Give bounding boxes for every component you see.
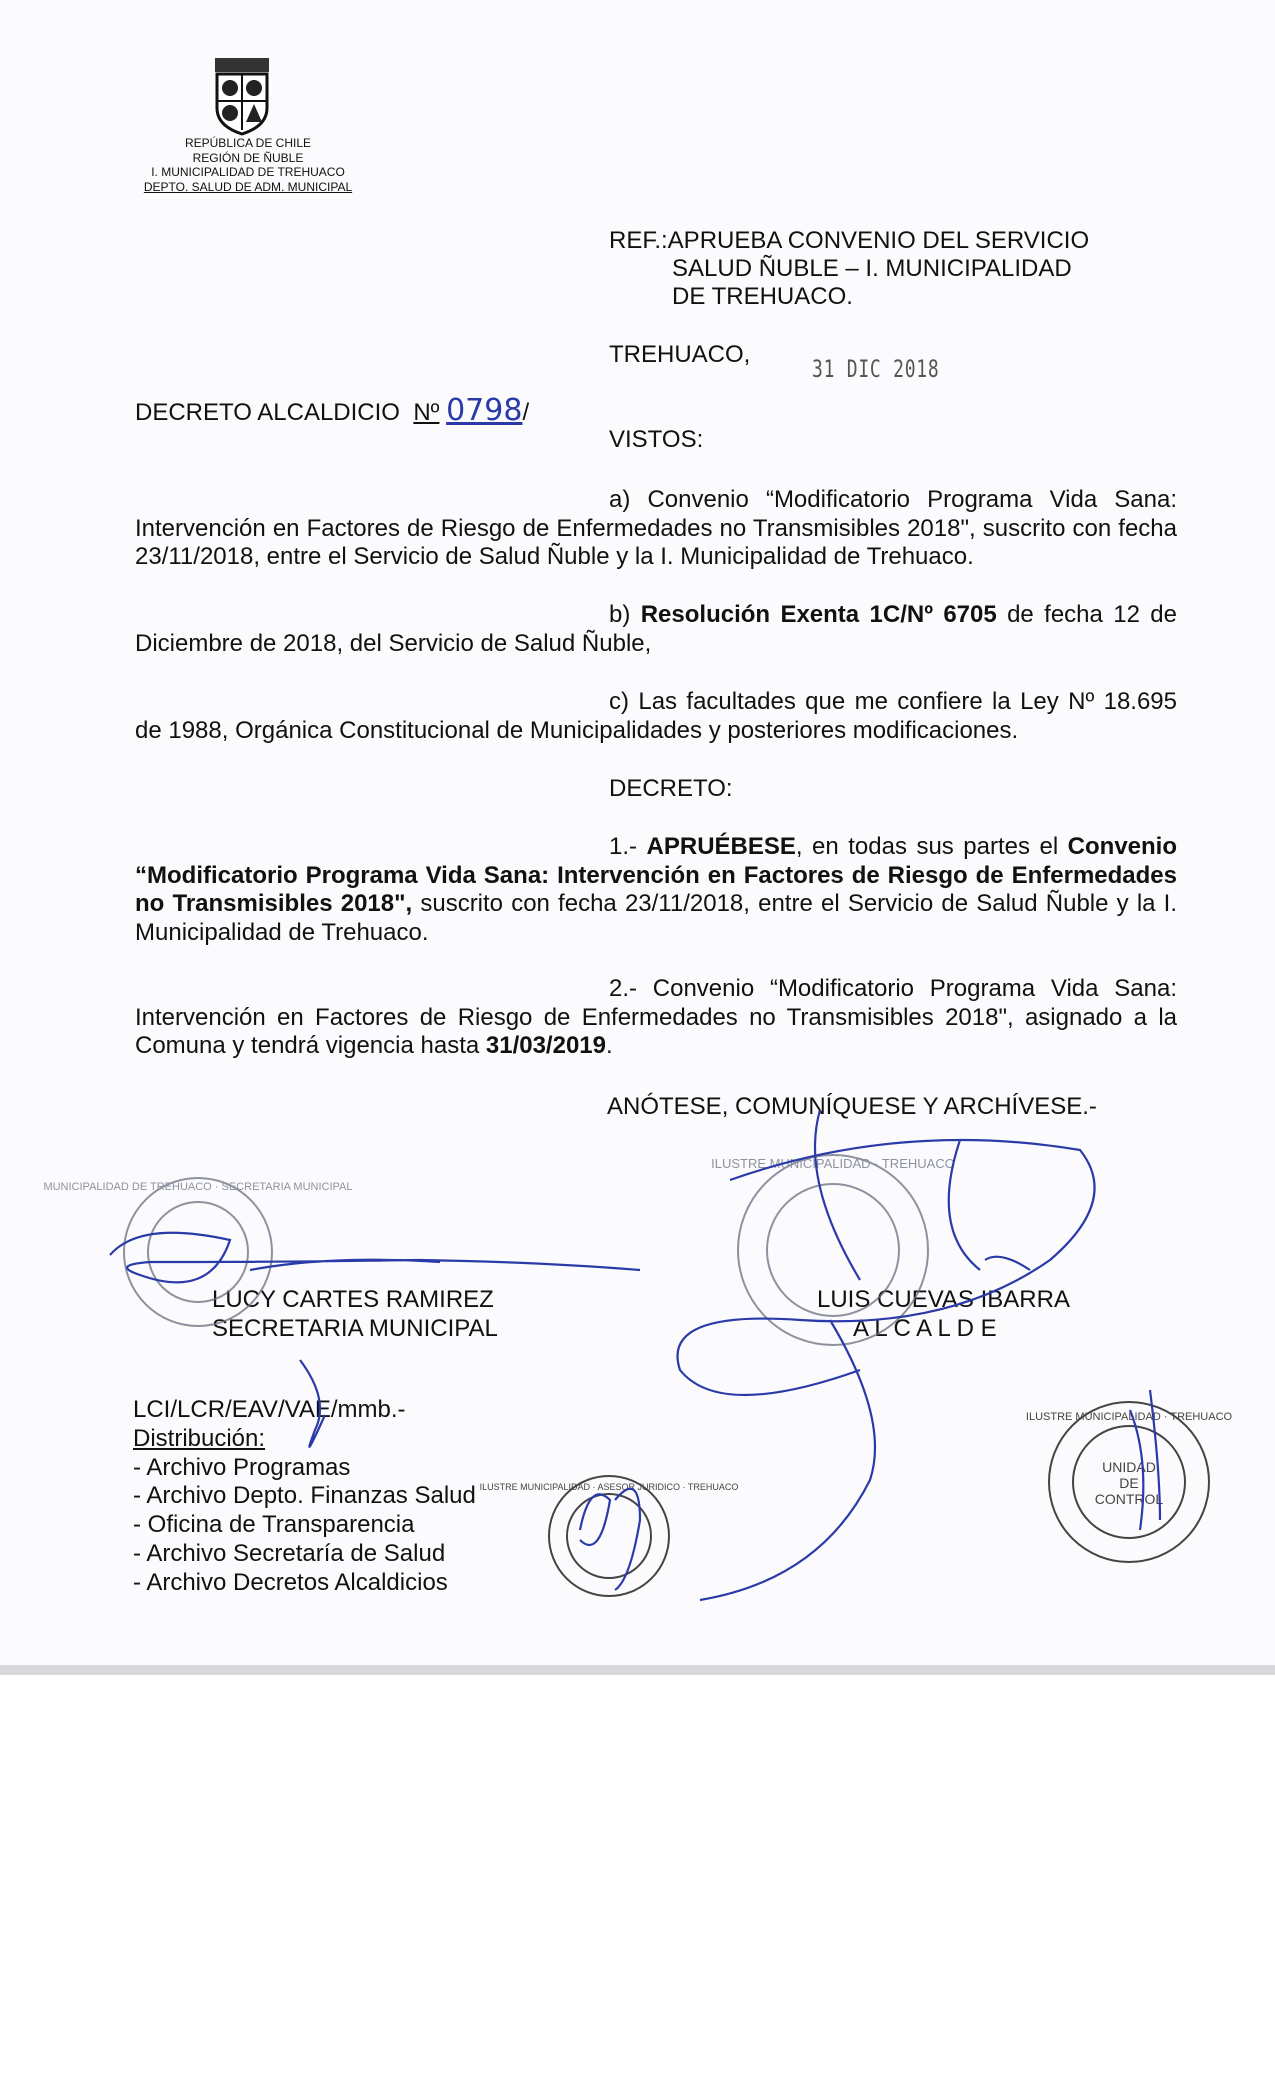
stamp-center-text: UNIDAD <box>1102 1459 1156 1475</box>
signatory-name: LUCY CARTES RAMIREZ <box>212 1286 494 1313</box>
vistos-label: VISTOS: <box>609 426 704 453</box>
stamp-center-text: DE <box>1119 1475 1139 1491</box>
legal-signature <box>580 1489 640 1590</box>
article-1 <box>135 833 1177 947</box>
article-1-text: , en todas sus partes el <box>795 833 1068 860</box>
article-1-convenio: Convenio “Modificatorio Programa Vida Sana: Intervención en Factores de Riesgo de Enfermedades no Transmisibles 2018", <box>135 833 1178 917</box>
decree-suffix: / <box>522 399 530 426</box>
asesor-juridico-stamp <box>480 1476 739 1596</box>
ref-line: SALUD ÑUBLE – I. MUNICIPALIDAD <box>672 255 1072 282</box>
decree-label: DECRETO ALCALDICIO <box>135 399 400 426</box>
distribution-item: - Oficina de Transparencia <box>133 1511 415 1539</box>
reference-block <box>609 227 1089 311</box>
article-1-text-end: suscrito con fecha 23/11/2018, entre el Servicio de Salud Ñuble y la I. Municipalidad de Trehuaco. <box>135 890 1177 946</box>
signatory-title: SECRETARIA MUNICIPAL <box>212 1315 498 1342</box>
letterhead <box>128 136 368 194</box>
article-2-end: . <box>606 1032 613 1059</box>
signatory-title: A L C A L D E <box>853 1315 997 1342</box>
control-stamp <box>1026 1402 1233 1562</box>
stamp-text: MUNICIPALIDAD DE TREHUACO · SECRETARIA MUNICIPAL <box>43 1181 353 1193</box>
distribution-item: - Archivo Programas <box>133 1453 351 1481</box>
distribution-item: - Archivo Secretaría de Salud <box>133 1539 446 1567</box>
closing-formula: ANÓTESE, COMUNÍQUESE Y ARCHÍVESE.- <box>607 1093 1097 1120</box>
article-1-verb: APRUÉBESE <box>646 833 796 860</box>
article-2 <box>135 975 1177 1061</box>
distribution-label: Distribución: <box>133 1424 266 1452</box>
initials: LCI/LCR/EAV/VAE/mmb.- <box>133 1396 406 1423</box>
coat-of-arms-logo <box>207 56 277 136</box>
resolution-ref: Resolución Exenta 1C/Nº 6705 <box>640 601 997 628</box>
article-2-text: 2.- Convenio “Modificatorio Programa Vida Sana: Intervención en Factores de Riesgo de Enfermedades no Transmisibles 2018", asignado a la Comuna y tendrá vigencia hasta <box>135 975 1177 1059</box>
stamp-text: ILUSTRE MUNICIPALIDAD · ASESOR JURIDICO · TREHUACO <box>479 1482 739 1492</box>
letterhead-line: DEPTO. SALUD DE ADM. MUNICIPAL <box>143 179 353 194</box>
letterhead-line: I. MUNICIPALIDAD DE TREHUACO <box>151 165 345 179</box>
decree-number: 0798 <box>446 393 523 428</box>
signature-mayor <box>817 1285 1070 1343</box>
control-signature <box>1130 1390 1160 1530</box>
signatory-name: LUIS CUEVAS IBARRA <box>817 1286 1070 1313</box>
stamp-text: ILUSTRE MUNICIPALIDAD · TREHUACO <box>1025 1411 1233 1423</box>
decree-number-line <box>135 393 530 428</box>
vistos-b-text: de fecha 12 de Diciembre de 2018, del Servicio de Salud Ñuble, <box>135 601 1177 657</box>
letterhead-line: REPÚBLICA DE CHILE <box>184 136 312 150</box>
distribution-block <box>133 1396 476 1598</box>
vistos-b-prefix: b) <box>609 601 641 628</box>
ref-line: REF.:APRUEBA CONVENIO DEL SERVICIO <box>609 227 1090 254</box>
stamp-text: ILUSTRE MUNICIPALIDAD · TREHUACO <box>711 1156 955 1171</box>
place: TREHUACO, <box>609 341 751 368</box>
decree-number-prefix: Nº <box>413 399 440 426</box>
validity-date: 31/03/2019 <box>485 1032 606 1059</box>
ref-line: DE TREHUACO. <box>672 283 853 310</box>
stamp-center-text: CONTROL <box>1094 1491 1164 1507</box>
article-1-num: 1.- <box>609 833 647 860</box>
vistos-a: a) Convenio “Modificatorio Programa Vida Sana: Intervención en Factores de Riesgo de Enfermedades no Transmisibles 2018", suscrito con fecha 23/11/2018, entre el Servicio de Salud Ñuble y la I. Municipalidad de Trehuaco. <box>135 486 1177 570</box>
vistos-b <box>135 601 1177 658</box>
mayor-signature <box>678 1110 1095 1600</box>
letterhead-line: REGIÓN DE ÑUBLE <box>192 150 304 165</box>
signature-secretary <box>212 1285 498 1343</box>
date-stamp: 31 DIC 2018 <box>812 355 940 383</box>
decreto-label: DECRETO: <box>609 775 733 802</box>
vistos-c: c) Las facultades que me confiere la Ley Nº 18.695 de 1988, Orgánica Constitucional de Municipalidades y posteriores modificaciones. <box>135 688 1177 744</box>
distribution-item: - Archivo Depto. Finanzas Salud <box>133 1482 476 1510</box>
distribution-item: - Archivo Decretos Alcaldicios <box>133 1568 448 1596</box>
